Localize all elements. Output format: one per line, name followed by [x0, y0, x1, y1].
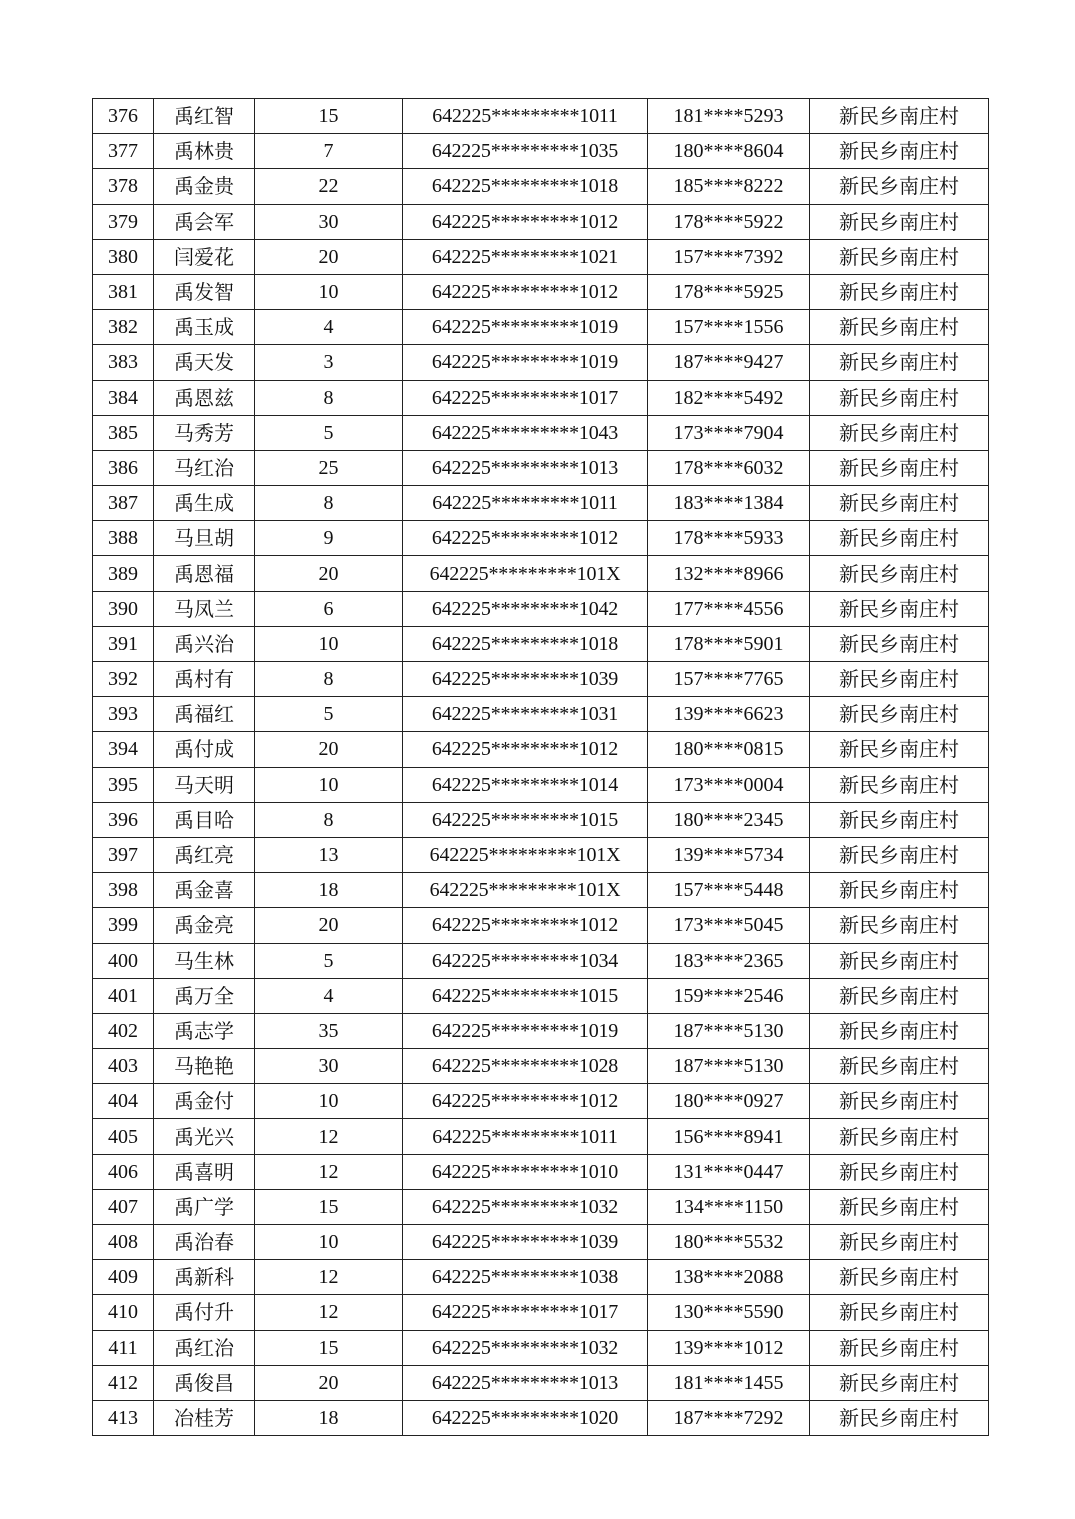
row-number-cell: 392	[93, 662, 154, 697]
amount-cell: 20	[255, 556, 403, 591]
id-number-cell: 642225*********101X	[403, 556, 648, 591]
name-cell: 禹万全	[154, 978, 255, 1013]
table-row	[93, 1225, 989, 1260]
phone-cell: 178****5922	[648, 204, 810, 239]
name-cell: 禹福红	[154, 697, 255, 732]
table-row	[93, 450, 989, 485]
row-number-cell: 391	[93, 626, 154, 661]
table-row	[93, 697, 989, 732]
phone-cell: 130****5590	[648, 1295, 810, 1330]
name-cell: 禹俊昌	[154, 1365, 255, 1400]
name-cell: 马红治	[154, 450, 255, 485]
name-cell: 禹喜明	[154, 1154, 255, 1189]
name-cell: 禹金贵	[154, 169, 255, 204]
amount-cell: 10	[255, 1225, 403, 1260]
village-cell: 新民乡南庄村	[810, 873, 989, 908]
roster-table-body	[93, 99, 989, 1436]
phone-cell: 180****0815	[648, 732, 810, 767]
village-cell: 新民乡南庄村	[810, 486, 989, 521]
table-row	[93, 345, 989, 380]
row-number-cell: 384	[93, 380, 154, 415]
amount-cell: 18	[255, 1400, 403, 1435]
village-cell: 新民乡南庄村	[810, 732, 989, 767]
name-cell: 禹广学	[154, 1189, 255, 1224]
id-number-cell: 642225*********1031	[403, 697, 648, 732]
amount-cell: 20	[255, 239, 403, 274]
id-number-cell: 642225*********1012	[403, 1084, 648, 1119]
amount-cell: 15	[255, 99, 403, 134]
row-number-cell: 404	[93, 1084, 154, 1119]
village-cell: 新民乡南庄村	[810, 837, 989, 872]
row-number-cell: 387	[93, 486, 154, 521]
id-number-cell: 642225*********1015	[403, 802, 648, 837]
name-cell: 禹发智	[154, 274, 255, 309]
row-number-cell: 388	[93, 521, 154, 556]
amount-cell: 6	[255, 591, 403, 626]
amount-cell: 10	[255, 626, 403, 661]
row-number-cell: 401	[93, 978, 154, 1013]
id-number-cell: 642225*********1018	[403, 626, 648, 661]
amount-cell: 13	[255, 837, 403, 872]
amount-cell: 10	[255, 767, 403, 802]
table-row	[93, 837, 989, 872]
name-cell: 马天明	[154, 767, 255, 802]
name-cell: 禹金亮	[154, 908, 255, 943]
amount-cell: 12	[255, 1260, 403, 1295]
amount-cell: 5	[255, 943, 403, 978]
table-row	[93, 1049, 989, 1084]
row-number-cell: 408	[93, 1225, 154, 1260]
row-number-cell: 409	[93, 1260, 154, 1295]
table-row	[93, 169, 989, 204]
village-cell: 新民乡南庄村	[810, 274, 989, 309]
name-cell: 闫爱花	[154, 239, 255, 274]
village-cell: 新民乡南庄村	[810, 1013, 989, 1048]
row-number-cell: 410	[93, 1295, 154, 1330]
phone-cell: 132****8966	[648, 556, 810, 591]
village-cell: 新民乡南庄村	[810, 908, 989, 943]
id-number-cell: 642225*********1019	[403, 345, 648, 380]
row-number-cell: 393	[93, 697, 154, 732]
table-row	[93, 204, 989, 239]
amount-cell: 30	[255, 204, 403, 239]
phone-cell: 178****6032	[648, 450, 810, 485]
row-number-cell: 395	[93, 767, 154, 802]
phone-cell: 178****5901	[648, 626, 810, 661]
village-cell: 新民乡南庄村	[810, 978, 989, 1013]
id-number-cell: 642225*********1010	[403, 1154, 648, 1189]
row-number-cell: 390	[93, 591, 154, 626]
name-cell: 禹生成	[154, 486, 255, 521]
village-cell: 新民乡南庄村	[810, 415, 989, 450]
amount-cell: 8	[255, 380, 403, 415]
name-cell: 禹恩兹	[154, 380, 255, 415]
table-row	[93, 943, 989, 978]
phone-cell: 187****5130	[648, 1049, 810, 1084]
table-row	[93, 1295, 989, 1330]
name-cell: 禹村有	[154, 662, 255, 697]
name-cell: 禹红亮	[154, 837, 255, 872]
village-cell: 新民乡南庄村	[810, 1295, 989, 1330]
id-number-cell: 642225*********1012	[403, 908, 648, 943]
village-cell: 新民乡南庄村	[810, 1084, 989, 1119]
village-cell: 新民乡南庄村	[810, 521, 989, 556]
roster-table	[92, 98, 989, 1436]
phone-cell: 183****2365	[648, 943, 810, 978]
id-number-cell: 642225*********1014	[403, 767, 648, 802]
id-number-cell: 642225*********1015	[403, 978, 648, 1013]
name-cell: 禹天发	[154, 345, 255, 380]
name-cell: 马凤兰	[154, 591, 255, 626]
village-cell: 新民乡南庄村	[810, 450, 989, 485]
id-number-cell: 642225*********1011	[403, 1119, 648, 1154]
id-number-cell: 642225*********1019	[403, 310, 648, 345]
name-cell: 马艳艳	[154, 1049, 255, 1084]
amount-cell: 12	[255, 1154, 403, 1189]
amount-cell: 12	[255, 1119, 403, 1154]
row-number-cell: 403	[93, 1049, 154, 1084]
name-cell: 禹治春	[154, 1225, 255, 1260]
table-row	[93, 1260, 989, 1295]
row-number-cell: 396	[93, 802, 154, 837]
village-cell: 新民乡南庄村	[810, 380, 989, 415]
name-cell: 禹会军	[154, 204, 255, 239]
row-number-cell: 397	[93, 837, 154, 872]
phone-cell: 180****0927	[648, 1084, 810, 1119]
amount-cell: 20	[255, 908, 403, 943]
name-cell: 禹金喜	[154, 873, 255, 908]
row-number-cell: 386	[93, 450, 154, 485]
phone-cell: 138****2088	[648, 1260, 810, 1295]
phone-cell: 187****9427	[648, 345, 810, 380]
phone-cell: 185****8222	[648, 169, 810, 204]
table-row	[93, 134, 989, 169]
village-cell: 新民乡南庄村	[810, 1260, 989, 1295]
village-cell: 新民乡南庄村	[810, 1330, 989, 1365]
row-number-cell: 400	[93, 943, 154, 978]
row-number-cell: 398	[93, 873, 154, 908]
amount-cell: 4	[255, 978, 403, 1013]
table-row	[93, 873, 989, 908]
table-row	[93, 1154, 989, 1189]
phone-cell: 156****8941	[648, 1119, 810, 1154]
row-number-cell: 383	[93, 345, 154, 380]
amount-cell: 20	[255, 732, 403, 767]
id-number-cell: 642225*********1035	[403, 134, 648, 169]
id-number-cell: 642225*********1013	[403, 450, 648, 485]
name-cell: 禹玉成	[154, 310, 255, 345]
name-cell: 冶桂芳	[154, 1400, 255, 1435]
amount-cell: 3	[255, 345, 403, 380]
village-cell: 新民乡南庄村	[810, 626, 989, 661]
row-number-cell: 389	[93, 556, 154, 591]
amount-cell: 10	[255, 274, 403, 309]
row-number-cell: 407	[93, 1189, 154, 1224]
amount-cell: 10	[255, 1084, 403, 1119]
name-cell: 禹付成	[154, 732, 255, 767]
amount-cell: 15	[255, 1189, 403, 1224]
table-row	[93, 626, 989, 661]
table-row	[93, 767, 989, 802]
amount-cell: 12	[255, 1295, 403, 1330]
village-cell: 新民乡南庄村	[810, 134, 989, 169]
name-cell: 禹付升	[154, 1295, 255, 1330]
table-row	[93, 486, 989, 521]
phone-cell: 139****6623	[648, 697, 810, 732]
phone-cell: 139****1012	[648, 1330, 810, 1365]
phone-cell: 157****5448	[648, 873, 810, 908]
village-cell: 新民乡南庄村	[810, 1154, 989, 1189]
name-cell: 马旦胡	[154, 521, 255, 556]
phone-cell: 187****7292	[648, 1400, 810, 1435]
phone-cell: 181****5293	[648, 99, 810, 134]
id-number-cell: 642225*********1019	[403, 1013, 648, 1048]
village-cell: 新民乡南庄村	[810, 99, 989, 134]
table-row	[93, 274, 989, 309]
phone-cell: 131****0447	[648, 1154, 810, 1189]
id-number-cell: 642225*********1012	[403, 521, 648, 556]
id-number-cell: 642225*********101X	[403, 873, 648, 908]
id-number-cell: 642225*********1032	[403, 1189, 648, 1224]
roster-table-container	[92, 98, 989, 1436]
id-number-cell: 642225*********1043	[403, 415, 648, 450]
row-number-cell: 380	[93, 239, 154, 274]
row-number-cell: 402	[93, 1013, 154, 1048]
name-cell: 禹红治	[154, 1330, 255, 1365]
id-number-cell: 642225*********1017	[403, 380, 648, 415]
table-row	[93, 1013, 989, 1048]
village-cell: 新民乡南庄村	[810, 169, 989, 204]
village-cell: 新民乡南庄村	[810, 1400, 989, 1435]
id-number-cell: 642225*********101X	[403, 837, 648, 872]
village-cell: 新民乡南庄村	[810, 204, 989, 239]
name-cell: 禹兴治	[154, 626, 255, 661]
table-row	[93, 310, 989, 345]
id-number-cell: 642225*********1012	[403, 204, 648, 239]
village-cell: 新民乡南庄村	[810, 556, 989, 591]
table-row	[93, 1365, 989, 1400]
row-number-cell: 378	[93, 169, 154, 204]
phone-cell: 187****5130	[648, 1013, 810, 1048]
table-row	[93, 978, 989, 1013]
table-row	[93, 556, 989, 591]
id-number-cell: 642225*********1017	[403, 1295, 648, 1330]
id-number-cell: 642225*********1012	[403, 274, 648, 309]
name-cell: 禹新科	[154, 1260, 255, 1295]
amount-cell: 20	[255, 1365, 403, 1400]
phone-cell: 173****7904	[648, 415, 810, 450]
village-cell: 新民乡南庄村	[810, 1365, 989, 1400]
id-number-cell: 642225*********1032	[403, 1330, 648, 1365]
village-cell: 新民乡南庄村	[810, 591, 989, 626]
amount-cell: 5	[255, 415, 403, 450]
village-cell: 新民乡南庄村	[810, 239, 989, 274]
id-number-cell: 642225*********1034	[403, 943, 648, 978]
amount-cell: 22	[255, 169, 403, 204]
row-number-cell: 413	[93, 1400, 154, 1435]
table-row	[93, 380, 989, 415]
phone-cell: 180****2345	[648, 802, 810, 837]
id-number-cell: 642225*********1011	[403, 99, 648, 134]
amount-cell: 9	[255, 521, 403, 556]
phone-cell: 181****1455	[648, 1365, 810, 1400]
village-cell: 新民乡南庄村	[810, 1225, 989, 1260]
amount-cell: 35	[255, 1013, 403, 1048]
table-row	[93, 591, 989, 626]
phone-cell: 157****1556	[648, 310, 810, 345]
phone-cell: 183****1384	[648, 486, 810, 521]
row-number-cell: 382	[93, 310, 154, 345]
row-number-cell: 406	[93, 1154, 154, 1189]
id-number-cell: 642225*********1018	[403, 169, 648, 204]
phone-cell: 159****2546	[648, 978, 810, 1013]
row-number-cell: 381	[93, 274, 154, 309]
id-number-cell: 642225*********1020	[403, 1400, 648, 1435]
row-number-cell: 405	[93, 1119, 154, 1154]
row-number-cell: 385	[93, 415, 154, 450]
id-number-cell: 642225*********1011	[403, 486, 648, 521]
name-cell: 禹志学	[154, 1013, 255, 1048]
id-number-cell: 642225*********1021	[403, 239, 648, 274]
id-number-cell: 642225*********1013	[403, 1365, 648, 1400]
name-cell: 禹恩福	[154, 556, 255, 591]
village-cell: 新民乡南庄村	[810, 1049, 989, 1084]
id-number-cell: 642225*********1039	[403, 662, 648, 697]
name-cell: 禹金付	[154, 1084, 255, 1119]
phone-cell: 182****5492	[648, 380, 810, 415]
amount-cell: 4	[255, 310, 403, 345]
phone-cell: 177****4556	[648, 591, 810, 626]
table-row	[93, 662, 989, 697]
phone-cell: 180****5532	[648, 1225, 810, 1260]
phone-cell: 178****5925	[648, 274, 810, 309]
row-number-cell: 411	[93, 1330, 154, 1365]
id-number-cell: 642225*********1028	[403, 1049, 648, 1084]
name-cell: 马生林	[154, 943, 255, 978]
table-row	[93, 239, 989, 274]
id-number-cell: 642225*********1038	[403, 1260, 648, 1295]
amount-cell: 8	[255, 662, 403, 697]
phone-cell: 157****7765	[648, 662, 810, 697]
name-cell: 禹光兴	[154, 1119, 255, 1154]
village-cell: 新民乡南庄村	[810, 345, 989, 380]
name-cell: 禹红智	[154, 99, 255, 134]
amount-cell: 15	[255, 1330, 403, 1365]
row-number-cell: 376	[93, 99, 154, 134]
village-cell: 新民乡南庄村	[810, 802, 989, 837]
phone-cell: 180****8604	[648, 134, 810, 169]
village-cell: 新民乡南庄村	[810, 767, 989, 802]
amount-cell: 7	[255, 134, 403, 169]
row-number-cell: 399	[93, 908, 154, 943]
village-cell: 新民乡南庄村	[810, 662, 989, 697]
row-number-cell: 394	[93, 732, 154, 767]
phone-cell: 178****5933	[648, 521, 810, 556]
id-number-cell: 642225*********1042	[403, 591, 648, 626]
phone-cell: 139****5734	[648, 837, 810, 872]
table-row	[93, 521, 989, 556]
table-row	[93, 1084, 989, 1119]
table-row	[93, 1119, 989, 1154]
village-cell: 新民乡南庄村	[810, 943, 989, 978]
phone-cell: 157****7392	[648, 239, 810, 274]
table-row	[93, 415, 989, 450]
village-cell: 新民乡南庄村	[810, 1119, 989, 1154]
amount-cell: 8	[255, 486, 403, 521]
id-number-cell: 642225*********1012	[403, 732, 648, 767]
village-cell: 新民乡南庄村	[810, 1189, 989, 1224]
table-row	[93, 1330, 989, 1365]
village-cell: 新民乡南庄村	[810, 697, 989, 732]
row-number-cell: 412	[93, 1365, 154, 1400]
amount-cell: 5	[255, 697, 403, 732]
table-row	[93, 1400, 989, 1435]
amount-cell: 8	[255, 802, 403, 837]
table-row	[93, 1189, 989, 1224]
table-row	[93, 732, 989, 767]
amount-cell: 30	[255, 1049, 403, 1084]
name-cell: 禹目哈	[154, 802, 255, 837]
amount-cell: 25	[255, 450, 403, 485]
village-cell: 新民乡南庄村	[810, 310, 989, 345]
table-row	[93, 99, 989, 134]
phone-cell: 173****5045	[648, 908, 810, 943]
row-number-cell: 377	[93, 134, 154, 169]
phone-cell: 173****0004	[648, 767, 810, 802]
amount-cell: 18	[255, 873, 403, 908]
name-cell: 马秀芳	[154, 415, 255, 450]
row-number-cell: 379	[93, 204, 154, 239]
id-number-cell: 642225*********1039	[403, 1225, 648, 1260]
name-cell: 禹林贵	[154, 134, 255, 169]
table-row	[93, 908, 989, 943]
phone-cell: 134****1150	[648, 1189, 810, 1224]
table-row	[93, 802, 989, 837]
